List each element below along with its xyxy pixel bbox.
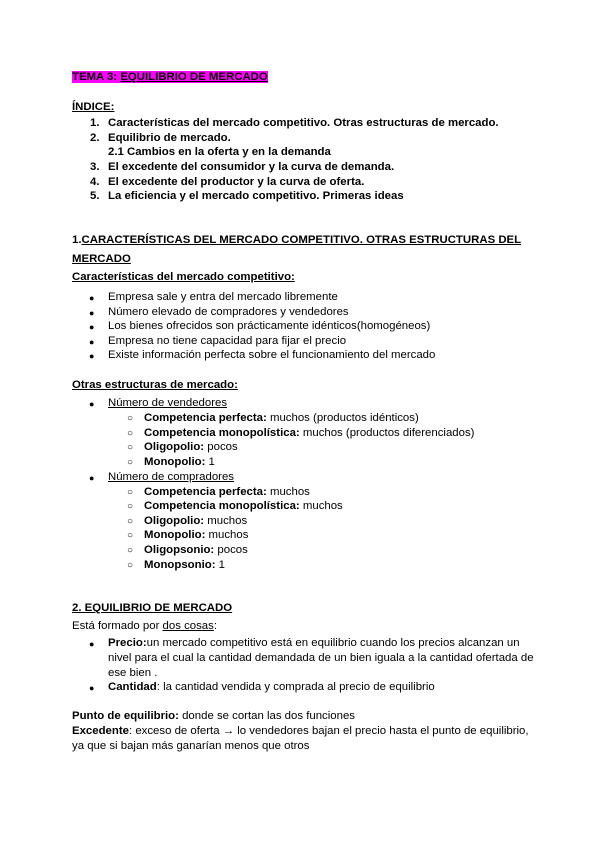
bullet-icon: ● [89,473,95,483]
desc: muchos (productos diferenciados) [299,427,475,439]
bullet-icon: ● [89,683,95,693]
circle-bullet-icon: ○ [127,530,134,541]
excedente-term: Excedente [72,725,129,737]
list-item: Existe información perfecta sobre el funcionamiento del mercado [108,349,436,361]
index-item: La eficiencia y el mercado competitivo. Primeras ideas [108,190,404,202]
desc: pocos [214,544,248,556]
circle-bullet-icon: ○ [127,428,134,439]
other-structures-heading: Otras estructuras de mercado: [72,379,238,391]
cantidad-desc: : la cantidad vendida y comprada al precio de equilibrio [156,681,435,693]
list-item: Los bienes ofrecidos son prácticamente idénticos(homogéneos) [108,320,431,332]
cantidad-term: Cantidad [108,681,157,693]
intro-suffix: : [213,620,218,632]
title-text: EQUILIBRIO DE MERCADO [120,71,268,83]
index-item-num: 3. [90,161,100,173]
list-item [144,411,419,426]
list-item [144,426,474,441]
term: Competencia monopolística: [144,500,300,512]
characteristics-heading: Características del mercado competitivo: [72,271,295,283]
index-item: Equilibrio de mercado. [108,132,231,144]
circle-bullet-icon: ○ [127,442,134,453]
term: Competencia monopolística: [144,427,300,439]
list-item [144,543,248,558]
bullet-icon: ● [89,322,95,332]
bullet-icon: ● [89,308,95,318]
title-prefix: TEMA 3: [72,71,118,83]
list-item: Empresa sale y entra del mercado libremente [108,291,338,303]
term: Competencia perfecta: [144,412,267,424]
index-item: El excedente del consumidor y la curva de demanda. [108,161,395,173]
cantidad-line [108,680,435,695]
index-item-num: 4. [90,176,100,188]
list-item [144,499,343,514]
index-item-num: 1. [90,117,100,129]
group-label-buyers: Número de compradores [108,471,234,483]
circle-bullet-icon: ○ [127,560,134,571]
intro-prefix: Está formado por [72,620,163,632]
excedente-line2: ya que si bajan más ganarían menos que otros [72,740,310,752]
section1-heading-line1: CARACTERÍSTICAS DEL MERCADO COMPETITIVO. OTRAS ESTRUCTURAS DEL [81,234,522,246]
section2-intro [72,619,217,634]
desc: 1 [205,456,215,468]
term: Monopolio: [144,456,206,468]
intro-underlined: dos cosas [162,620,214,632]
desc: muchos [204,515,248,527]
list-item: Empresa no tiene capacidad para fijar el precio [108,335,347,347]
index-item-num: 2. [90,132,100,144]
list-item [144,440,238,455]
desc: 1 [215,559,225,571]
term: Competencia perfecta: [144,486,267,498]
precio-line3: ese bien . [108,667,158,679]
punto-equilibrio-line [72,709,355,724]
desc: muchos [205,529,249,541]
precio-line1 [108,636,520,651]
index-heading: ÍNDICE: [72,101,115,113]
list-item [144,455,215,470]
punto-term: Punto de equilibrio: [72,710,179,722]
section1-heading-line2: MERCADO [72,253,131,265]
punto-desc: donde se cortan las dos funciones [178,710,355,722]
page-title [72,70,268,85]
section2-heading: 2. EQUILIBRIO DE MERCADO [72,602,233,614]
precio-line2: nivel para el cual la cantidad demandada de un bien iguala a la cantidad ofertada de [108,652,534,664]
bullet-icon: ● [89,337,95,347]
circle-bullet-icon: ○ [127,487,134,498]
index-item-num: 5. [90,190,100,202]
term: Monopsonio: [144,559,216,571]
precio-term: Precio: [108,637,147,649]
term: Oligopolio: [144,515,205,527]
index-subitem: 2.1 Cambios en la oferta y en la demanda [108,146,331,158]
desc: pocos [204,441,238,453]
list-item [144,528,248,543]
precio-desc: un mercado competitivo está en equilibrio cuando los precios alcanzan un [146,637,520,649]
circle-bullet-icon: ○ [127,457,134,468]
list-item [144,485,310,500]
list-item: Número elevado de compradores y vendedores [108,306,349,318]
circle-bullet-icon: ○ [127,545,134,556]
bullet-icon: ● [89,351,95,361]
group-label-sellers: Número de vendedores [108,397,228,409]
bullet-icon: ● [89,293,95,303]
section1-num: 1. [72,234,82,246]
term: Oligopsonio: [144,544,215,556]
term: Monopolio: [144,529,206,541]
section1-heading [72,233,521,248]
desc: muchos (productos idénticos) [266,412,419,424]
index-item: El excedente del productor y la curva de oferta. [108,176,365,188]
circle-bullet-icon: ○ [127,516,134,527]
bullet-icon: ● [89,639,95,649]
term: Oligopolio: [144,441,205,453]
desc: muchos [299,500,343,512]
excedente-desc: : exceso de oferta → lo vendedores bajan el precio hasta el punto de equilibrio, [128,725,529,737]
index-item: Características del mercado competitivo. Otras estructuras de mercado. [108,117,499,129]
excedente-line [72,724,529,739]
list-item [144,514,247,529]
circle-bullet-icon: ○ [127,501,134,512]
circle-bullet-icon: ○ [127,413,134,424]
list-item [144,558,225,573]
desc: muchos [266,486,310,498]
bullet-icon: ● [89,399,95,409]
